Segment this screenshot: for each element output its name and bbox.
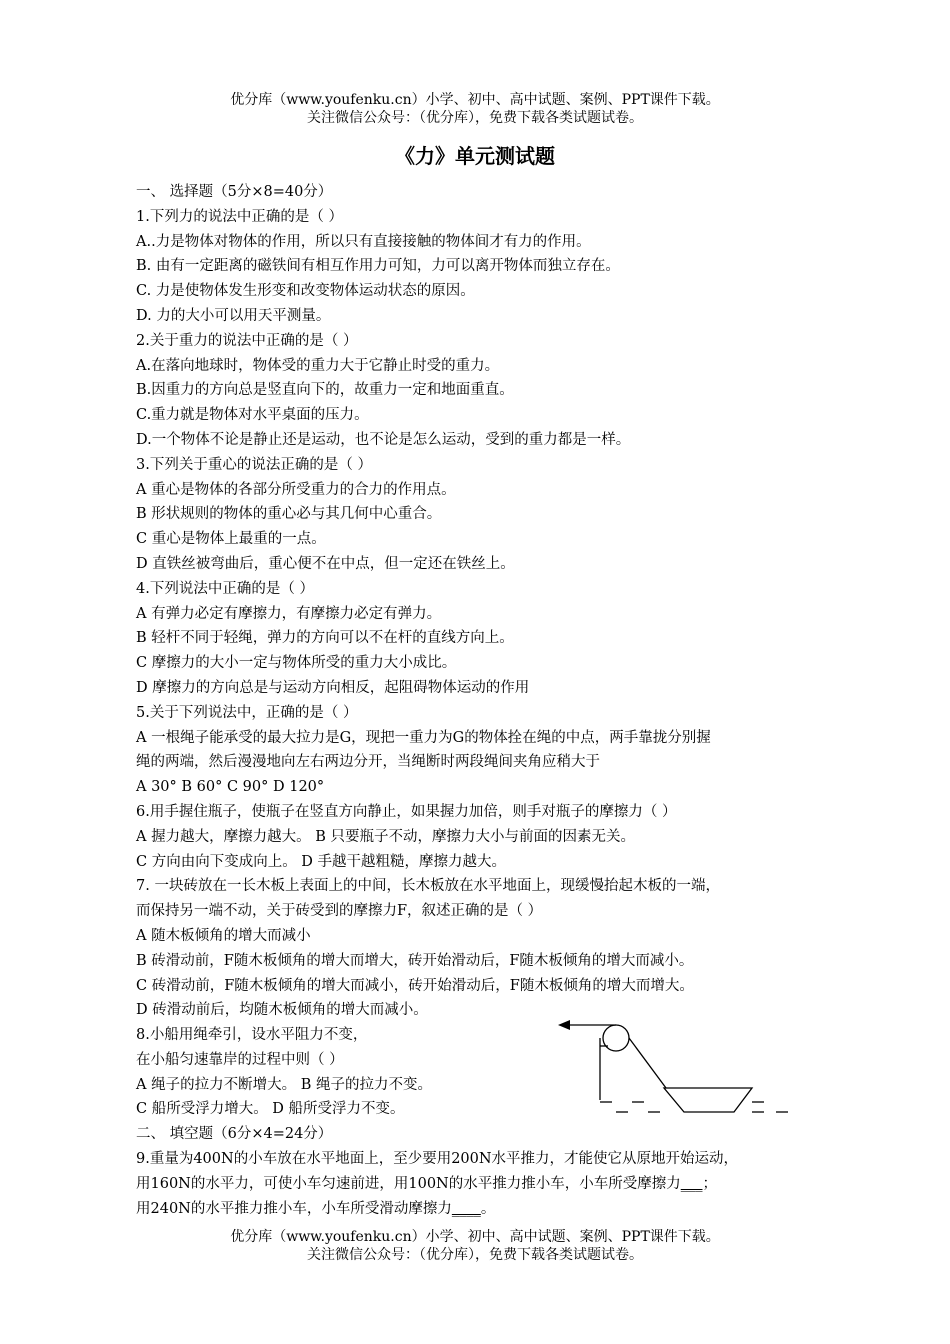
question-4-option-a: A 有弹力必定有摩擦力，有摩擦力必定有弹力。 (136, 605, 442, 622)
question-2-option-a: A.在落向地球时，物体受的重力大于它静止时受的重力。 (136, 357, 500, 374)
question-6-options-ab: A 握力越大，摩擦力越大。 B 只要瓶子不动，摩擦力大小与前面的因素无关。 (136, 828, 635, 845)
question-3-stem: 3.下列关于重心的说法正确的是（ ） (136, 456, 372, 473)
question-6-stem: 6.用手握住瓶子，使瓶子在竖直方向静止，如果握力加倍，则手对瓶子的摩擦力（ ） (136, 803, 677, 820)
page-title: 《力》单元测试题 (395, 144, 555, 168)
question-7-option-c: C 砖滑动前，F随木板倾角的增大而减小，砖开始滑动后，F随木板倾角的增大而增大。 (136, 977, 694, 994)
question-9-line-1: 9.重量为400N的小车放在水平地面上，至少要用200N水平推力，才能使它从原地开始运动， (136, 1151, 739, 1168)
question-3-option-a: A 重心是物体的各部分所受重力的合力的作用点。 (136, 481, 456, 498)
rope-to-boat (629, 1038, 666, 1088)
question-9-line-3-text: 用240N的水平推力推小车，小车所受滑动摩擦力 (136, 1200, 452, 1217)
question-5-stem: 5.关于下列说法中，正确的是（ ） (136, 704, 358, 721)
answer-blank-2[interactable]: ____ (451, 1200, 481, 1217)
section-heading-fill-in: 二、 填空题（6分×4=24分） (136, 1126, 333, 1143)
header-line-2: 关注微信公众号：（优分库），免费下载各类试题试卷。 (307, 110, 643, 126)
question-6-options-cd: C 方向由向下变成向上。 D 手越干越粗糙，摩擦力越大。 (136, 853, 507, 870)
question-4-option-c: C 摩擦力的大小一定与物体所受的重力大小成比。 (136, 655, 457, 672)
footer-line-2: 关注微信公众号：（优分库），免费下载各类试题试卷。 (307, 1247, 643, 1263)
question-1-option-a: A..力是物体对物体的作用，所以只有直接接触的物体间才有力的作用。 (136, 233, 591, 250)
question-2-option-c: C.重力就是物体对水平桌面的压力。 (136, 407, 369, 424)
page-header (0, 91, 950, 127)
question-4-option-b: B 轻杆不同于轻绳，弹力的方向可以不在杆的直线方向上。 (136, 630, 514, 647)
question-2-stem: 2.关于重力的说法中正确的是（ ） (136, 332, 358, 349)
question-9-line-2-end: ； (702, 1175, 717, 1192)
question-8-stem-line-2: 在小船匀速靠岸的过程中则（ ） (136, 1051, 344, 1068)
boat-pulley-diagram (556, 1016, 796, 1120)
question-3-option-c: C 重心是物体上最重的一点。 (136, 531, 326, 548)
question-1-option-b: B. 由有一定距离的磁铁间有相互作用力可知，力可以离开物体而独立存在。 (136, 258, 620, 275)
question-5-text-line-2: 绳的两端，然后漫漫地向左右两边分开，当绳断时两段绳间夹角应稍大于 (136, 754, 600, 771)
question-5-text-line-1: A 一根绳子能承受的最大拉力是G，现把一重力为G的物体拴在绳的中点，两手靠拢分别握 (136, 729, 711, 746)
question-7-stem-line-2: 而保持另一端不动，关于砖受到的摩擦力F，叙述正确的是（ ） (136, 903, 543, 920)
question-9-line-3-end: 。 (480, 1200, 496, 1217)
boat-hull (664, 1088, 752, 1112)
question-7-option-a: A 随木板倾角的增大而减小 (136, 927, 311, 944)
answer-blank-1[interactable]: ___ (680, 1175, 703, 1192)
question-3-option-b: B 形状规则的物体的重心必与其几何中心重合。 (136, 506, 442, 523)
question-8-stem-line-1: 8.小船用绳牵引，设水平阻力不变， (136, 1027, 368, 1044)
arrow-left-icon (558, 1020, 570, 1030)
question-2-option-d: D.一个物体不论是静止还是运动，也不论是怎么运动，受到的重力都是一样。 (136, 431, 631, 448)
question-4-stem: 4.下列说法中正确的是（ ） (136, 580, 314, 597)
question-8-options-ab: A 绳子的拉力不断增大。 B 绳子的拉力不变。 (136, 1076, 432, 1093)
question-9-line-2 (136, 1172, 836, 1197)
question-7-option-d: D 砖滑动前后，均随木板倾角的增大而减小。 (136, 1002, 428, 1019)
question-4-option-d: D 摩擦力的方向总是与运动方向相反，起阻碍物体运动的作用 (136, 679, 530, 696)
question-7-option-b: B 砖滑动前，F随木板倾角的增大而增大，砖开始滑动后，F随木板倾角的增大而减小。 (136, 952, 694, 969)
header-line-1: 优分库（www.youfenku.cn）小学、初中、高中试题、案例、PPT课件下载。 (230, 92, 720, 108)
page-footer (0, 1228, 950, 1264)
footer-line-1: 优分库（www.youfenku.cn）小学、初中、高中试题、案例、PPT课件下载。 (230, 1229, 720, 1245)
question-1-stem: 1.下列力的说法中正确的是（ ） (136, 208, 343, 225)
question-5-options: A 30° B 60° C 90° D 120° (136, 779, 325, 796)
question-9-line-3 (136, 1197, 836, 1222)
question-1-option-d: D. 力的大小可以用天平测量。 (136, 307, 331, 324)
question-8-options-cd: C 船所受浮力增大。 D 船所受浮力不变。 (136, 1101, 405, 1118)
question-2-option-b: B.因重力的方向总是竖直向下的，故重力一定和地面重直。 (136, 382, 514, 399)
section-heading-choice: 一、 选择题（5分×8=40分） (136, 184, 333, 200)
question-9-line-2-text: 用160N的水平力，可使小车匀速前进，用100N的水平推力推小车，小车所受摩擦力 (136, 1175, 681, 1192)
question-1-option-c: C. 力是使物体发生形变和改变物体运动状态的原因。 (136, 283, 475, 300)
question-3-option-d: D 直铁丝被弯曲后，重心便不在中点，但一定还在铁丝上。 (136, 555, 515, 572)
question-7-stem-line-1: 7. 一块砖放在一长木板上表面上的中间，长木板放在水平地面上，现缓慢抬起木板的一端， (136, 878, 720, 895)
pulley-wheel (603, 1025, 629, 1051)
